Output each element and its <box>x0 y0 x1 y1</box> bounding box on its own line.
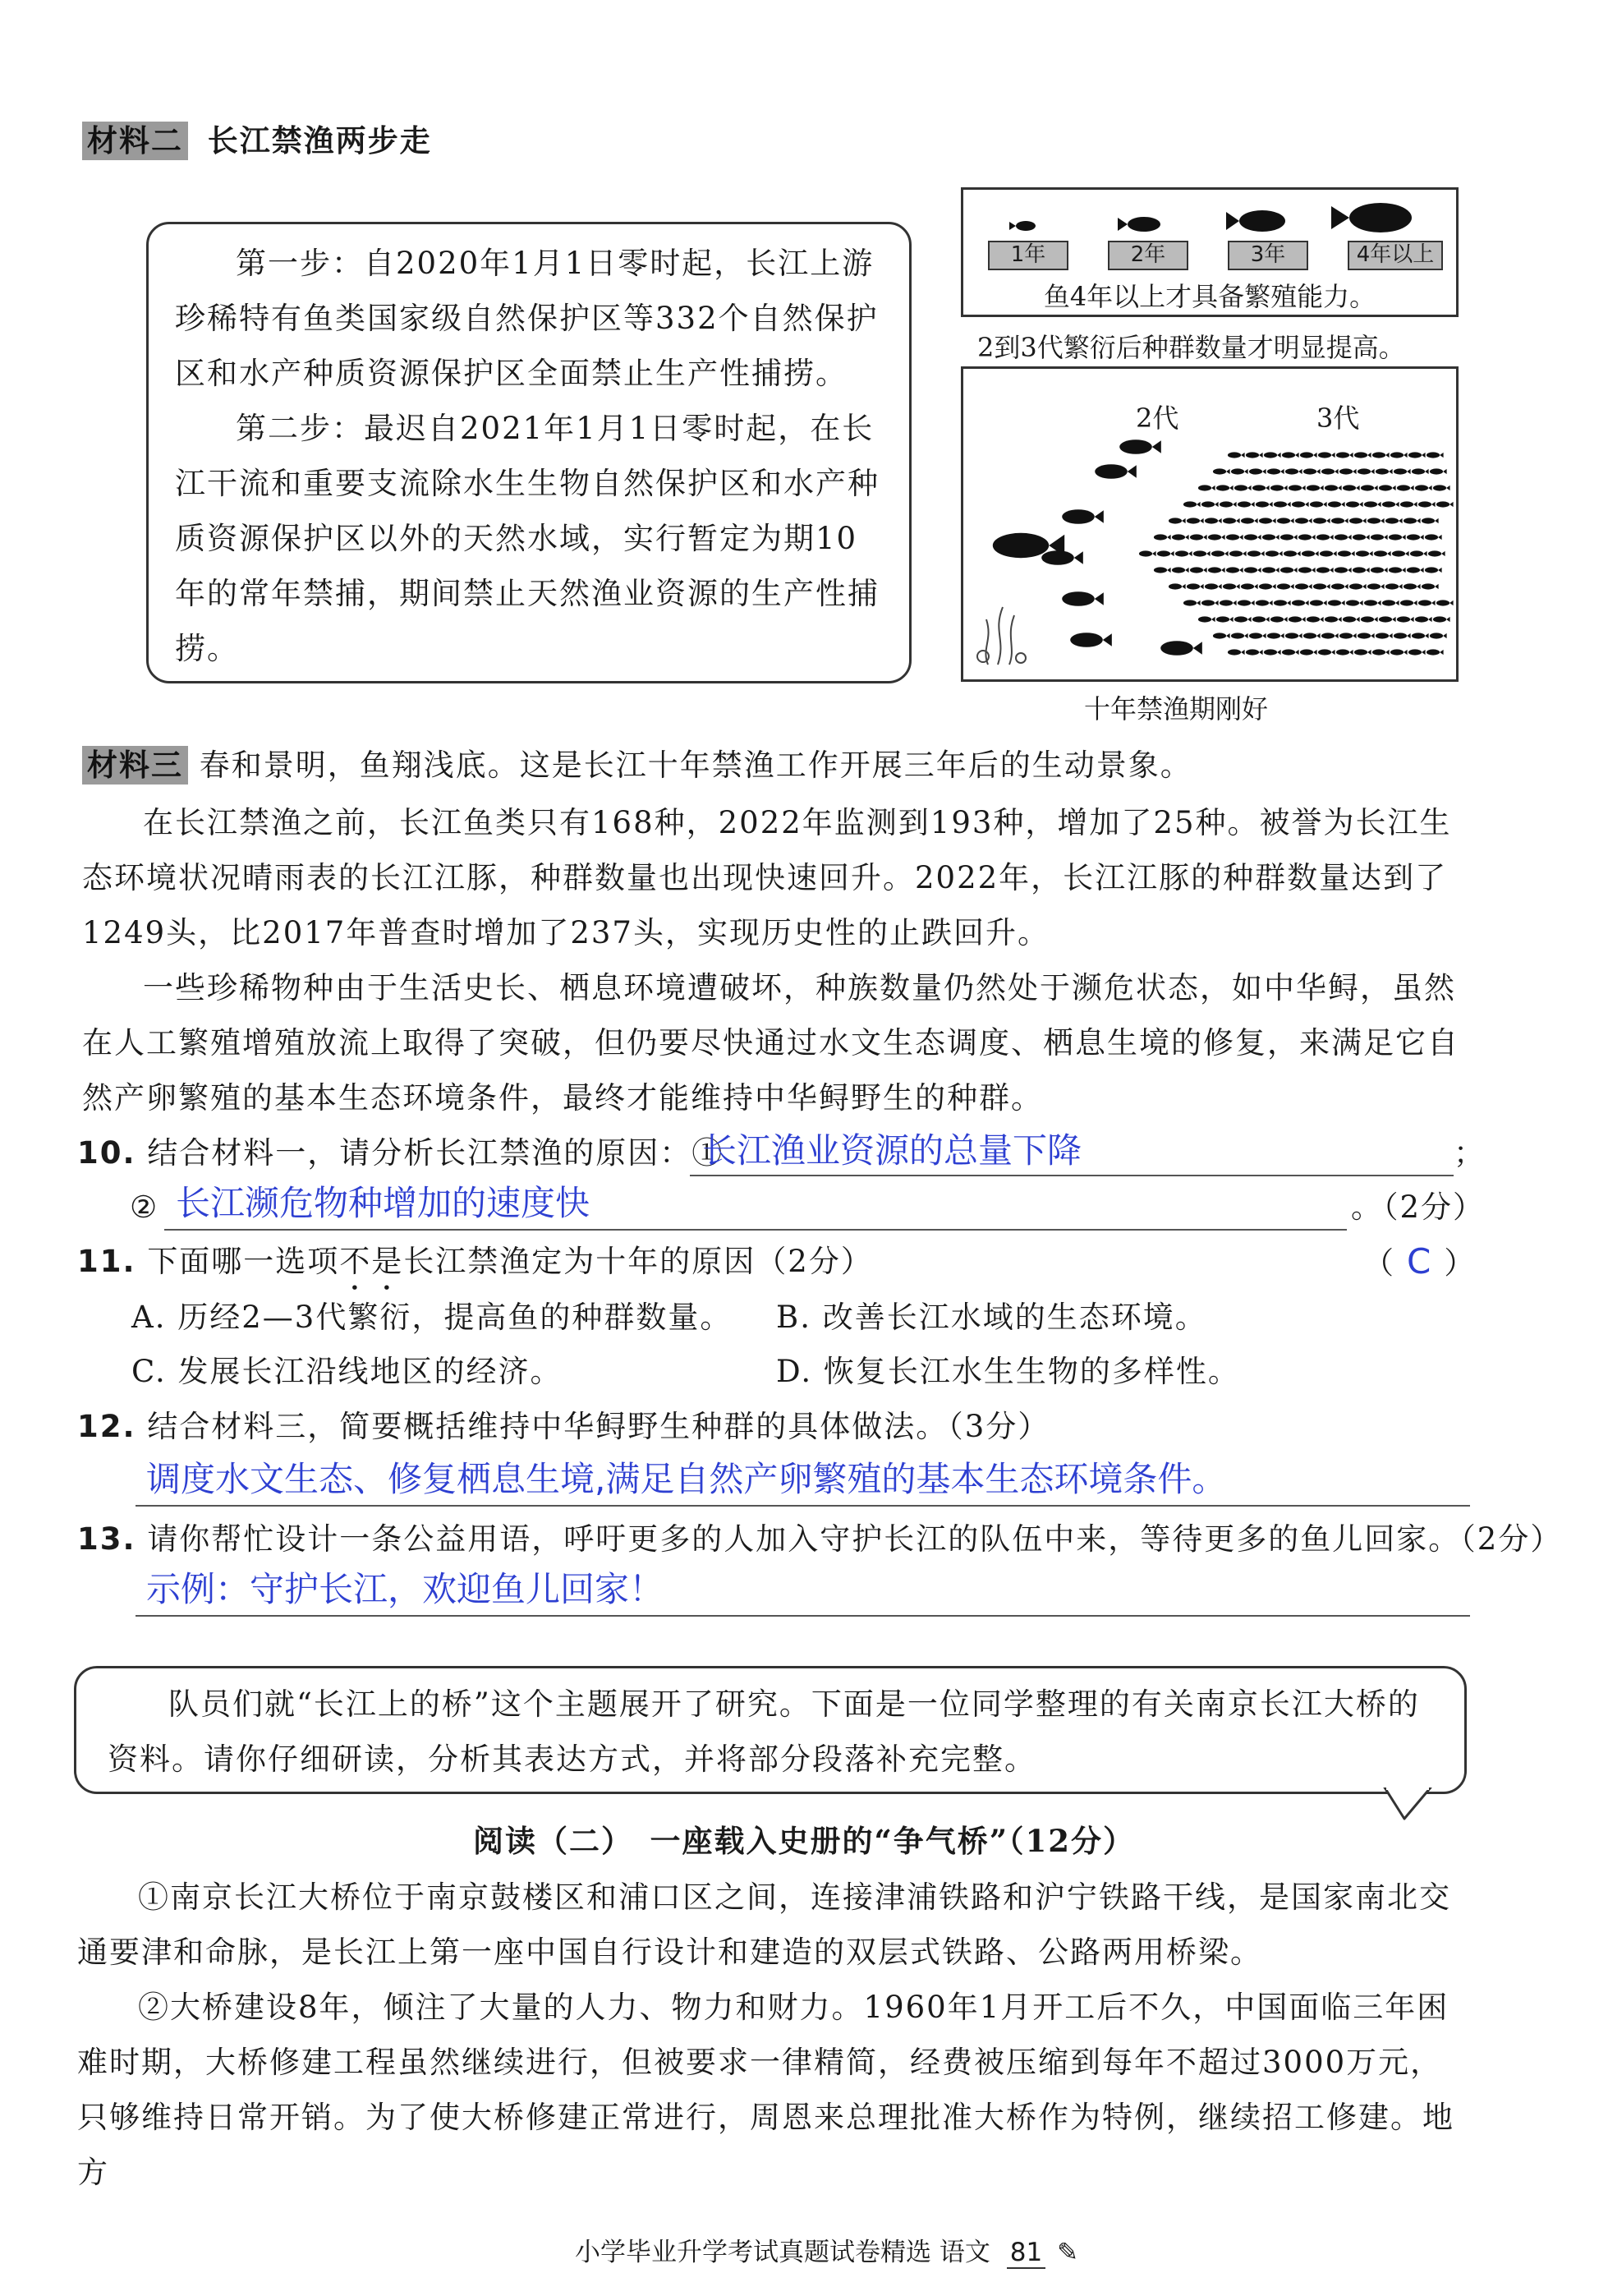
fish-icon <box>1300 649 1317 655</box>
fish-icon <box>1358 468 1375 474</box>
fish-icon <box>1394 468 1411 474</box>
q10-score: 。（2分） <box>1351 1189 1486 1225</box>
fish-icon <box>1172 567 1189 573</box>
q13-answer[interactable]: 示例：守护长江，欢迎鱼儿回家！ <box>146 1569 664 1609</box>
fish-icon <box>1229 550 1247 556</box>
fish-icon <box>1190 567 1207 573</box>
fish-icon <box>1205 518 1222 523</box>
fish-icon <box>1172 534 1189 540</box>
fish-icon <box>1371 567 1388 573</box>
fish-icon <box>1211 550 1229 556</box>
fish-icon <box>1298 567 1316 573</box>
fish-icon <box>1213 633 1230 638</box>
fish-icon <box>1356 550 1373 556</box>
fish-icon <box>1228 452 1245 458</box>
fish-icon <box>1183 600 1201 605</box>
fish-icon <box>1400 501 1417 507</box>
fish-icon <box>1382 501 1399 507</box>
fish-icon <box>1390 452 1408 458</box>
q12-number: 12. <box>77 1409 136 1444</box>
fish-icon <box>1285 468 1302 474</box>
fish-icon <box>1267 468 1284 474</box>
fish-icon <box>1328 501 1345 507</box>
fish-icon <box>1397 616 1414 622</box>
fish-icon <box>1331 518 1348 523</box>
q10-separator: ； <box>1454 1135 1486 1171</box>
fish-icon <box>1390 649 1408 655</box>
fish-icon <box>1259 583 1276 589</box>
fish-icon <box>1238 600 1255 605</box>
fish-icon <box>1382 600 1399 605</box>
fish-icon <box>1367 518 1385 523</box>
q10-number: 10. <box>77 1135 136 1171</box>
label-gen2: 2代 <box>1136 403 1179 434</box>
q13-line <box>77 1511 1562 1567</box>
material2-step2: 第二步：最迟自2021年1月1日零时起，在长江干流和重要支流除水生生物自然保护区和水产种质资源保护区以外的天然水域，实行暂定为期10年的常年禁捕，期间禁止天然渔业资源的生产性捕捞。 <box>175 411 880 666</box>
fish-icon <box>1425 567 1442 573</box>
fish-icon <box>1316 534 1334 540</box>
fish-icon <box>1284 550 1301 556</box>
q10-line1 <box>77 1125 724 1180</box>
fish-icon <box>1415 616 1432 622</box>
fish-icon <box>1415 485 1432 490</box>
fish-icon <box>1303 468 1321 474</box>
fish-icon <box>1256 600 1273 605</box>
fish-icon <box>1310 501 1327 507</box>
fish-icon <box>1410 550 1427 556</box>
callout-text: 队员们就“长江上的桥”这个主题展开了研究。下面是一位同学整理的有关南京长江大桥的资料。请你仔细研读，分析其表达方式，并将部分段落补充完整。 <box>108 1686 1420 1777</box>
q11-answer-bracket <box>1363 1234 1476 1291</box>
footer-page: 81 <box>1007 2238 1045 2269</box>
fish-icon <box>1262 567 1280 573</box>
fish-icon <box>1433 485 1450 490</box>
fish-icon <box>1247 550 1265 556</box>
fish-icon <box>1335 534 1352 540</box>
fish-icon <box>1220 501 1237 507</box>
label-gen3: 3代 <box>1316 403 1360 434</box>
fish-icon <box>1274 501 1291 507</box>
fish-icon <box>1289 616 1306 622</box>
fish-icon <box>1282 452 1299 458</box>
fish-icon <box>1292 501 1309 507</box>
fish-icon <box>1256 501 1273 507</box>
fish-icon <box>1226 567 1243 573</box>
fish-icon <box>1252 616 1270 622</box>
material2-tag: 材料二 <box>82 122 188 160</box>
fish-icon <box>1361 616 1378 622</box>
fish-icon <box>1246 452 1263 458</box>
fish-icon <box>1385 583 1403 589</box>
fish-icon <box>1267 633 1284 638</box>
fish-icon <box>1339 633 1357 638</box>
fish-icon <box>1300 452 1317 458</box>
pencil-icon: ✎ <box>1057 2238 1079 2267</box>
fish-icon <box>1216 616 1234 622</box>
fish-icon <box>1376 468 1393 474</box>
fish-icon <box>1364 501 1381 507</box>
fish-icon <box>1418 600 1436 605</box>
fish-icon <box>1244 534 1261 540</box>
fish-icon <box>1190 534 1207 540</box>
reading2-p2: ②大桥建设8年，倾注了大量的人力、物力和财力。1960年1月开工后不久，中国面临三年困难时期，大桥修建工程虽然继续进行，但被要求一律精简，经费被压缩到每年不超过3000万元，只够维持日常开销。为了使大桥修建正常进行，周恩来总理批准大桥作为特例，继续招工修建。地方 <box>77 1990 1454 2190</box>
fish-icon <box>1154 534 1171 540</box>
footer <box>575 2231 1078 2268</box>
fish-icon <box>1226 534 1243 540</box>
fish-icon <box>1282 649 1299 655</box>
fish-icon <box>1404 518 1421 523</box>
fish-icon <box>1241 518 1258 523</box>
fish-icon <box>1408 452 1426 458</box>
fish-icon <box>1412 468 1429 474</box>
q10-answer2[interactable]: 长江濒危物种增加的速度快 <box>176 1183 590 1223</box>
fish-icon <box>1320 550 1337 556</box>
material3-p1: 在长江禁渔之前，长江鱼类只有168种，2022年监测到193种，增加了25种。被誉为长江生态环境状况晴雨表的长江江豚，种群数量也出现快速回升。2022年，长江江豚的种群数量达到了1249头，比2017年普查时增加了237头，实现历史性的止跌回升。 <box>82 805 1452 950</box>
fish-icon <box>1310 600 1327 605</box>
fish-icon <box>1041 550 1083 565</box>
age-label-1: 1年 <box>988 241 1068 270</box>
fish-icon <box>1277 583 1294 589</box>
fish-icon <box>1274 600 1291 605</box>
fish-icon <box>1070 633 1112 647</box>
material3-intro-line <box>82 738 1478 793</box>
fish-icon <box>1367 583 1385 589</box>
fish-age-icons <box>963 190 1456 239</box>
fish-icon <box>1183 501 1201 507</box>
age-label-2: 2年 <box>1108 241 1188 270</box>
fish-icon <box>1270 485 1288 490</box>
fish-icon <box>1353 567 1370 573</box>
q11-text-a: 下面哪一选项 <box>147 1244 340 1279</box>
fish-icon <box>1302 550 1319 556</box>
material2-step1: 第一步：自2020年1月1日零时起，长江上游珍稀特有鱼类国家级自然保护区等332个自然保护区和水产种质资源保护区全面禁止生产性捕捞。 <box>175 246 879 391</box>
fish-icon <box>1412 633 1429 638</box>
fish-icon <box>1371 534 1388 540</box>
fish-icon <box>1321 633 1339 638</box>
fish-icon <box>1372 649 1390 655</box>
fish-icon <box>1428 550 1445 556</box>
fish-icon <box>1095 464 1137 479</box>
q11-text-c: 长江禁渔定为十年的原因（2分） <box>403 1244 873 1279</box>
fish-icon <box>1244 567 1261 573</box>
fish-icon <box>1346 600 1363 605</box>
fish-icon <box>1321 468 1339 474</box>
fish-icon <box>1264 452 1281 458</box>
fish-icon <box>1295 583 1312 589</box>
fish-icon <box>1062 509 1104 524</box>
fish-icon <box>1374 550 1391 556</box>
q11-option-b: B. 改善长江水域的生态环境。 <box>776 1300 1207 1335</box>
fish-icon <box>1328 600 1345 605</box>
fish-icon <box>1379 485 1396 490</box>
fish-icon <box>1407 567 1424 573</box>
fish-icon <box>1425 534 1442 540</box>
fish-icon <box>1266 550 1283 556</box>
q11-bracket-close: ） <box>1444 1245 1477 1281</box>
fish-icon <box>1358 633 1375 638</box>
fish-icon <box>1385 518 1403 523</box>
fish-icon <box>1280 534 1298 540</box>
fish-icon <box>1277 518 1294 523</box>
fish-icon <box>1400 600 1417 605</box>
q13-underline <box>136 1615 1470 1617</box>
fish-icon <box>1259 518 1276 523</box>
q10-line1-underline <box>690 1175 1454 1176</box>
q11-bracket-open: （ <box>1363 1245 1395 1281</box>
fish-icon <box>1346 501 1363 507</box>
fish-icon <box>1372 452 1390 458</box>
fish-icon <box>1208 534 1225 540</box>
fish-icon <box>1336 452 1353 458</box>
fish-icon <box>1231 633 1248 638</box>
fish-icon <box>1436 600 1454 605</box>
reading2-body <box>77 1870 1465 2200</box>
reading2-p1: ①南京长江大桥位于南京鼓楼区和浦口区之间，连接津浦铁路和沪宁铁路干线，是国家南北交通要津和命脉，是长江上第一座中国自行设计和建造的双层式铁路、公路两用桥梁。 <box>77 1880 1451 1970</box>
fish-icon <box>1213 468 1230 474</box>
fish-icon <box>1139 550 1156 556</box>
fish-icon <box>1208 567 1225 573</box>
fish-icon <box>1408 649 1426 655</box>
fish-icon <box>1338 550 1355 556</box>
fish-icon <box>1205 583 1222 589</box>
fish-icon <box>1198 485 1215 490</box>
fish-icon <box>1335 567 1352 573</box>
fish-icon <box>1223 518 1240 523</box>
age-label-4: 4年以上 <box>1348 241 1443 270</box>
fish-icon <box>1354 649 1371 655</box>
fish-icon <box>1397 485 1414 490</box>
population-caption: 十年禁渔期刚好 <box>1084 693 1269 725</box>
fish-icon <box>1201 501 1219 507</box>
fish-icon <box>1318 452 1335 458</box>
fish-icon <box>1220 600 1237 605</box>
q12-line <box>77 1399 1050 1454</box>
q13-number: 13. <box>77 1521 136 1557</box>
fish-icon <box>1246 649 1263 655</box>
fish-icon <box>1198 616 1215 622</box>
fish-icon <box>1427 452 1444 458</box>
q12-text: 结合材料三，简要概括维持中华鲟野生种群的具体做法。（3分） <box>147 1409 1050 1444</box>
fish-icon <box>1422 583 1439 589</box>
population-illustration <box>963 369 1456 679</box>
fish-icon <box>1285 633 1302 638</box>
fish-icon <box>1062 591 1104 606</box>
fish-icon <box>1361 485 1378 490</box>
fish-icon <box>1430 468 1447 474</box>
fish-icon <box>1154 567 1171 573</box>
fish-icon <box>1119 439 1161 454</box>
material3-body <box>82 795 1478 1125</box>
material3-p2: 一些珍稀物种由于生活史长、栖息环境遭破坏，种族数量仍然处于濒危状态，如中华鲟，虽然在人工繁殖增殖放流上取得了突破，但仍要尽快通过水文生态调度、栖息生境的修复，来满足它自然产卵繁殖的基本生态环境条件，最终才能维持中华鲟野生的种群。 <box>82 970 1459 1116</box>
fish-icon <box>1160 641 1202 656</box>
fish-icon <box>1379 616 1396 622</box>
fish-icon <box>1343 616 1360 622</box>
fish-icon <box>1331 583 1348 589</box>
fish-icon <box>1436 501 1454 507</box>
fish-icon <box>1264 649 1281 655</box>
fish-icon <box>1231 468 1248 474</box>
fish-icon <box>1249 633 1266 638</box>
q11-answer[interactable]: C <box>1407 1241 1433 1281</box>
fish-icon <box>1339 468 1357 474</box>
reading2-title: 阅读（二） 一座载入史册的“争气桥”（12分） <box>472 1823 1136 1859</box>
fish-icon <box>1262 534 1280 540</box>
fish-icon <box>1307 485 1324 490</box>
q11-option-c: C. 发展长江沿线地区的经济。 <box>131 1354 563 1389</box>
fish-icon <box>1313 518 1330 523</box>
q13-text: 请你帮忙设计一条公益用语，呼吁更多的人加入守护长江的队伍中来，等待更多的鱼儿回家。（2分） <box>147 1521 1563 1557</box>
fish-icon <box>1394 633 1411 638</box>
fish-icon <box>1313 583 1330 589</box>
q12-underline <box>136 1505 1470 1507</box>
fish-icon <box>1376 633 1393 638</box>
fish-age-caption: 鱼4年以上才具备繁殖能力。 <box>1043 281 1376 312</box>
fish-icon <box>1187 518 1204 523</box>
fish-icon <box>1349 518 1367 523</box>
fish-icon <box>1336 649 1353 655</box>
fish-icon <box>1187 583 1204 589</box>
fish-icon <box>1427 649 1444 655</box>
fish-icon <box>1270 616 1288 622</box>
fish-icon <box>1292 600 1309 605</box>
fish-icon <box>1307 616 1324 622</box>
q11-option-a: A. 历经2—3代繁衍，提高鱼的种群数量。 <box>131 1300 733 1335</box>
fish-icon <box>1354 452 1371 458</box>
fish-icon <box>1430 633 1447 638</box>
fish-icon <box>1316 567 1334 573</box>
fish-icon <box>1407 534 1424 540</box>
fish-icon <box>1418 501 1436 507</box>
fish-icon <box>1223 583 1240 589</box>
population-top-caption: 2到3代繁衍后种群数量才明显提高。 <box>977 332 1405 363</box>
fish-icon <box>1298 534 1316 540</box>
fish-icon <box>1238 501 1255 507</box>
footer-book: 小学毕业升学考试真题试卷精选 语文 <box>575 2238 990 2267</box>
fish-icon <box>1228 649 1245 655</box>
callout-box <box>74 1666 1467 1794</box>
material2-text-box <box>146 222 912 683</box>
age-label-3: 3年 <box>1228 241 1308 270</box>
fish-icon <box>1234 616 1252 622</box>
fish-icon <box>1389 534 1406 540</box>
fish-icon <box>1392 550 1409 556</box>
fish-icon <box>1252 485 1270 490</box>
fish-icon <box>1289 485 1306 490</box>
fish-icon <box>1249 468 1266 474</box>
fish-icon <box>1422 518 1439 523</box>
q12-answer[interactable]: 调度水文生态、修复栖息生境,满足自然产卵繁殖的基本生态环境条件。 <box>146 1459 1227 1499</box>
fish-icon <box>1169 583 1186 589</box>
population-figure <box>961 366 1459 682</box>
q10-mark2: ② <box>130 1189 159 1225</box>
q11-text-b: 不是 <box>339 1244 404 1279</box>
fish-icon <box>1175 550 1192 556</box>
q11-line <box>77 1234 873 1297</box>
fish-icon <box>1404 583 1421 589</box>
fish-icon <box>1343 485 1360 490</box>
fish-icon <box>1325 616 1342 622</box>
fish-icon <box>1216 485 1234 490</box>
fish-icon <box>1303 633 1321 638</box>
fish-icon <box>1169 518 1186 523</box>
fish-icon <box>1201 600 1219 605</box>
fish-icon <box>1295 518 1312 523</box>
material3-intro: 春和景明，鱼翔浅底。这是长江十年禁渔工作开展三年后的生动景象。 <box>199 748 1192 783</box>
fish-icon <box>1389 567 1406 573</box>
q10-answer1[interactable]: 长江渔业资源的总量下降 <box>702 1130 1082 1171</box>
q10-text: 结合材料一，请分析长江禁渔的原因：① <box>147 1135 724 1171</box>
fish-icon <box>1353 534 1370 540</box>
fish-icon <box>1193 550 1211 556</box>
fish-age-figure <box>961 187 1459 317</box>
fish-icon <box>1325 485 1342 490</box>
q11-option-d: D. 恢复长江水生生物的多样性。 <box>776 1354 1240 1389</box>
fish-icon <box>1241 583 1258 589</box>
material2-title: 长江禁渔两步走 <box>207 123 432 159</box>
fish-icon <box>1364 600 1381 605</box>
fish-icon <box>1349 583 1367 589</box>
q10-line2-underline <box>164 1229 1347 1231</box>
fish-icon <box>1318 649 1335 655</box>
fish-icon <box>1157 550 1174 556</box>
q11-number: 11. <box>77 1244 136 1279</box>
material3-tag: 材料三 <box>82 746 188 785</box>
material2-heading <box>82 113 432 168</box>
fish-icon <box>1234 485 1252 490</box>
fish-icon <box>1280 567 1298 573</box>
fish-icon <box>1433 616 1450 622</box>
